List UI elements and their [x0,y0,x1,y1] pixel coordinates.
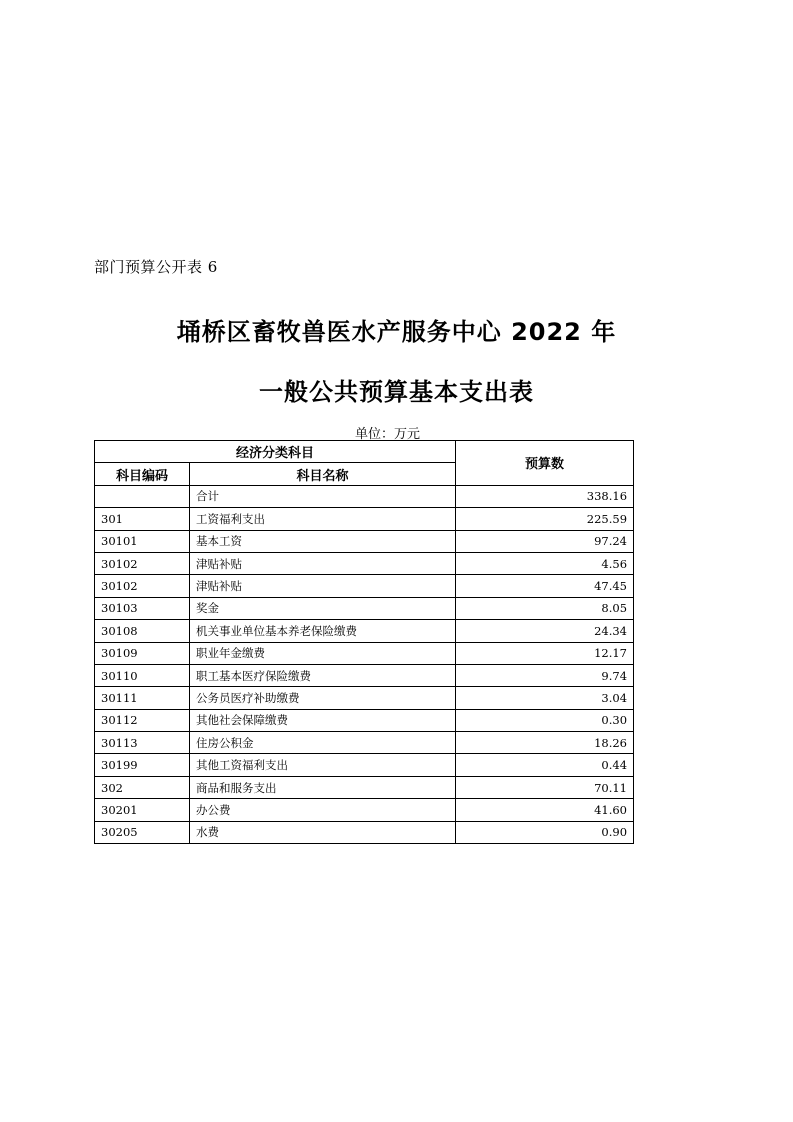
subject-code-cell: 30111 [95,687,190,709]
page-subtitle: 一般公共预算基本支出表 [259,378,534,406]
subject-code-cell [95,485,190,507]
subject-name-cell: 职工基本医疗保险缴费 [190,664,456,686]
subject-name-cell: 商品和服务支出 [190,776,456,798]
subject-name-cell: 其他社会保障缴费 [190,709,456,731]
budget-amount-cell: 338.16 [456,485,634,507]
subject-code-cell: 301 [95,508,190,530]
budget-amount-cell: 12.17 [456,642,634,664]
budget-amount-cell: 225.59 [456,508,634,530]
header-economic-classification: 经济分类科目 [95,441,456,463]
table-row [95,732,634,754]
table-row [95,530,634,552]
table-body [95,485,634,843]
table-row [95,754,634,776]
subject-code-cell: 30103 [95,597,190,619]
budget-amount-cell: 4.56 [456,552,634,574]
budget-amount-cell: 47.45 [456,575,634,597]
subject-code-cell: 30199 [95,754,190,776]
subject-name-cell: 住房公积金 [190,732,456,754]
subject-code-cell: 30108 [95,620,190,642]
subject-name-cell: 办公费 [190,799,456,821]
subject-code-cell: 30205 [95,821,190,843]
budget-amount-cell: 9.74 [456,664,634,686]
subject-code-cell: 30112 [95,709,190,731]
subject-code-cell: 30102 [95,552,190,574]
subject-name-cell: 公务员医疗补助缴费 [190,687,456,709]
table-row [95,552,634,574]
budget-table [94,440,634,844]
document-label: 部门预算公开表 6 [94,258,218,276]
unit-label: 单位：万元 [355,427,421,442]
table-row [95,664,634,686]
table-row [95,575,634,597]
budget-amount-cell: 24.34 [456,620,634,642]
subject-code-cell: 30109 [95,642,190,664]
subject-name-cell: 合计 [190,485,456,507]
budget-amount-cell: 70.11 [456,776,634,798]
table-row [95,642,634,664]
subject-code-cell: 302 [95,776,190,798]
budget-amount-cell: 97.24 [456,530,634,552]
budget-amount-cell: 18.26 [456,732,634,754]
budget-amount-cell: 0.44 [456,754,634,776]
subject-code-cell: 30101 [95,530,190,552]
table-row [95,485,634,507]
budget-amount-cell: 0.90 [456,821,634,843]
subject-code-cell: 30102 [95,575,190,597]
header-subject-code: 科目编码 [95,463,190,485]
budget-amount-cell: 3.04 [456,687,634,709]
subject-name-cell: 职业年金缴费 [190,642,456,664]
table-row [95,821,634,843]
table-row [95,620,634,642]
subject-name-cell: 水费 [190,821,456,843]
table-row [95,508,634,530]
page-title: 埇桥区畜牧兽医水产服务中心 2022 年 [176,318,617,346]
subject-name-cell: 基本工资 [190,530,456,552]
table-row [95,776,634,798]
table-row [95,709,634,731]
header-subject-name: 科目名称 [190,463,456,485]
subject-code-cell: 30110 [95,664,190,686]
subject-code-cell: 30201 [95,799,190,821]
table-row [95,687,634,709]
subject-name-cell: 其他工资福利支出 [190,754,456,776]
subject-code-cell: 30113 [95,732,190,754]
table-row [95,799,634,821]
budget-amount-cell: 0.30 [456,709,634,731]
subject-name-cell: 津贴补贴 [190,552,456,574]
subject-name-cell: 工资福利支出 [190,508,456,530]
subject-name-cell: 机关事业单位基本养老保险缴费 [190,620,456,642]
budget-amount-cell: 8.05 [456,597,634,619]
table-row [95,597,634,619]
header-budget-amount: 预算数 [456,441,634,486]
subject-name-cell: 奖金 [190,597,456,619]
subject-name-cell: 津贴补贴 [190,575,456,597]
budget-amount-cell: 41.60 [456,799,634,821]
